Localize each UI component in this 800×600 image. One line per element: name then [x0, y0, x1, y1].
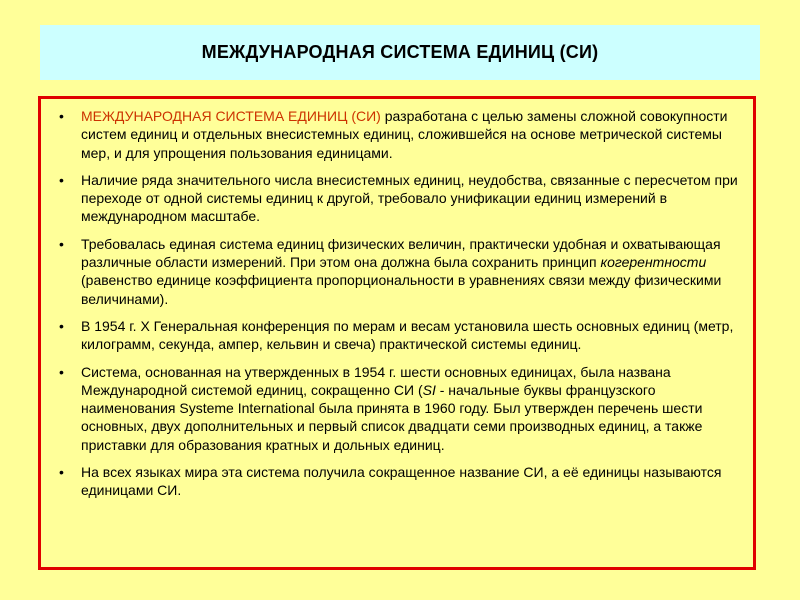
content-box [38, 96, 756, 570]
bullet-italic-term: SI [422, 381, 436, 398]
bullet-item-4 [55, 317, 741, 354]
bullet-item-5 [55, 363, 741, 454]
bullet-text: разработана с целью замены сложной совокупности систем единиц и отдельных внесистемных единиц, сложившейся на основе метрической системы мер, и для упрощения пользования единицами. [81, 108, 728, 161]
bullet-text: (равенство единице коэффициента пропорциональности в уравнениях связи между физическими величинами). [81, 272, 722, 307]
bullet-text: Требовалась единая система единиц физических величин, практически удобная и охватывающая различные области измерений. При этом она должна была сохранить принцип [81, 235, 721, 271]
bullet-item-6 [55, 463, 741, 500]
bullet-italic-term: когерентности [600, 254, 707, 271]
page-title: МЕЖДУНАРОДНАЯ СИСТЕМА ЕДИНИЦ (СИ) [201, 42, 599, 62]
bullet-accent-term: МЕЖДУНАРОДНАЯ СИСТЕМА ЕДИНИЦ (СИ) [81, 108, 381, 124]
bullet-text: В 1954 г. X Генеральная конференция по мерам и весам установила шесть основных единиц (метр, килограмм, секунда, ампер, кельвин и свеча) практической системы единиц. [81, 317, 734, 353]
bullet-dot-icon: • [59, 317, 64, 334]
bullet-dot-icon: • [59, 363, 64, 380]
bullet-text: - начальные буквы французского наименования Systeme International была принята в 1960 году. Был утвержден перечень шести основных, двух дополнительных и первый список двадцати семи производных единиц, а также приставки для образования кратных и дольных единиц. [81, 381, 703, 453]
bullet-dot-icon: • [59, 464, 64, 481]
bullet-dot-icon: • [59, 235, 64, 252]
bullet-dot-icon: • [59, 108, 64, 124]
bullet-item-1 [55, 107, 741, 162]
bullet-dot-icon: • [59, 171, 64, 188]
bullet-text: Наличие ряда значительного числа внесистемных единиц, неудобства, связанные с пересчетом при переходе от одной системы единиц к другой, требовало унификации единиц измерений в международном масштабе. [81, 171, 738, 225]
bullet-item-2 [55, 171, 741, 226]
bullet-list [55, 107, 741, 500]
bullet-text: Система, основанная на утвержденных в 1954 г. шести основных единицах, была названа Международной системой единиц, сокращенно СИ ( [81, 363, 671, 398]
bullet-item-3 [55, 235, 741, 308]
title-band [40, 25, 760, 80]
bullet-text: На всех языках мира эта система получила сокращенное название СИ, а её единицы называются единицами СИ. [81, 464, 722, 499]
